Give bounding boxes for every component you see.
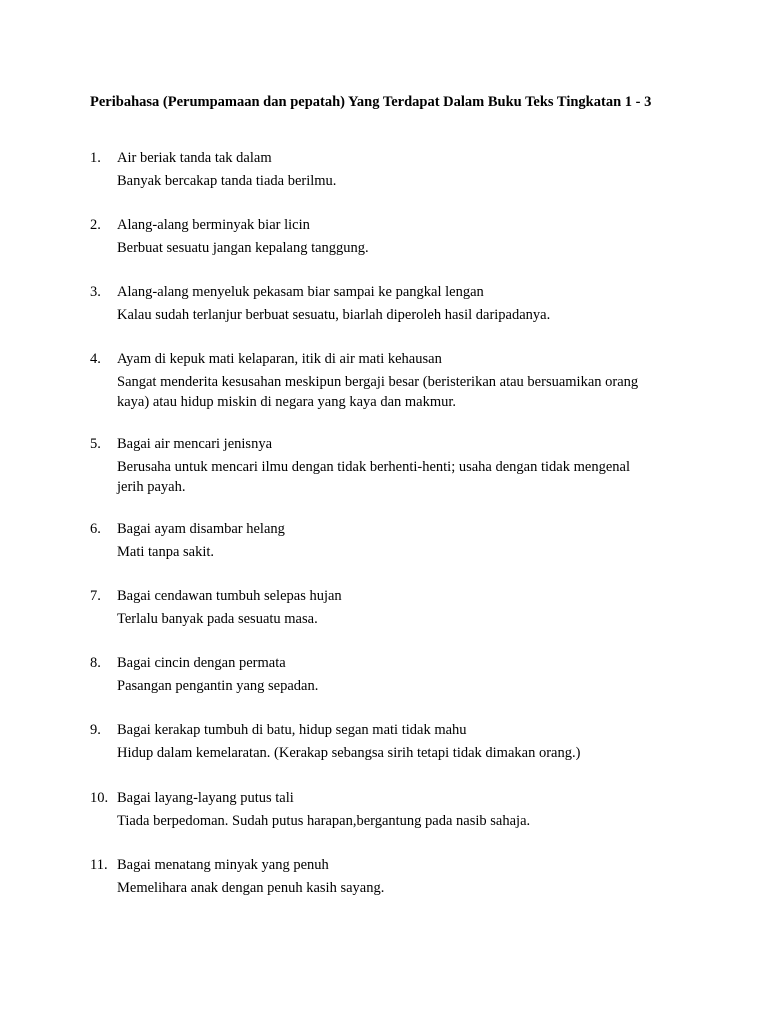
item-number: 7. <box>90 588 101 604</box>
proverb-meaning: Berusaha untuk mencari ilmu dengan tidak berhenti-henti; usaha dengan tidak mengenal jerih payah. <box>117 459 630 495</box>
proverb-meaning: Kalau sudah terlanjur berbuat sesuatu, biarlah diperoleh hasil daripadanya. <box>117 307 551 323</box>
proverb-meaning: Berbuat sesuatu jangan kepalang tanggung. <box>117 240 369 256</box>
item-number: 5. <box>90 436 101 452</box>
document-title: Peribahasa (Perumpamaan dan pepatah) Yang Terdapat Dalam Buku Teks Tingkatan 1 - 3 <box>90 94 652 110</box>
proverb-meaning: Mati tanpa sakit. <box>117 544 215 560</box>
proverb-meaning: Tiada berpedoman. Sudah putus harapan,bergantung pada nasib sahaja. <box>117 813 531 829</box>
proverb-text: Alang-alang menyeluk pekasam biar sampai ke pangkal lengan <box>117 284 484 300</box>
proverb-meaning: Pasangan pengantin yang sepadan. <box>117 678 319 694</box>
proverb-text: Alang-alang berminyak biar licin <box>117 217 310 233</box>
proverb-text: Air beriak tanda tak dalam <box>117 150 272 166</box>
item-number: 1. <box>90 150 101 166</box>
item-number: 8. <box>90 655 101 671</box>
item-number: 3. <box>90 284 101 300</box>
proverb-meaning: Memelihara anak dengan penuh kasih sayang. <box>117 880 385 896</box>
proverb-meaning: Hidup dalam kemelaratan. (Kerakap sebangsa sirih tetapi tidak dimakan orang.) <box>117 745 581 761</box>
proverb-text: Bagai cincin dengan permata <box>117 655 286 671</box>
item-number: 9. <box>90 722 101 738</box>
proverb-text: Bagai ayam disambar helang <box>117 521 285 537</box>
proverb-text: Bagai cendawan tumbuh selepas hujan <box>117 588 342 604</box>
proverb-text: Bagai kerakap tumbuh di batu, hidup segan mati tidak mahu <box>117 722 467 738</box>
proverb-meaning: Sangat menderita kesusahan meskipun bergaji besar (beristerikan atau bersuamikan orang kaya) atau hidup miskin di negara yang kaya dan makmur. <box>117 374 639 410</box>
item-number: 4. <box>90 351 101 367</box>
proverb-text: Bagai air mencari jenisnya <box>117 436 273 452</box>
proverb-meaning: Terlalu banyak pada sesuatu masa. <box>117 611 318 627</box>
item-number: 2. <box>90 217 101 233</box>
proverb-text: Bagai layang-layang putus tali <box>117 790 294 806</box>
proverb-text: Ayam di kepuk mati kelaparan, itik di air mati kehausan <box>117 351 442 367</box>
item-number: 11. <box>90 857 108 873</box>
proverb-meaning: Banyak bercakap tanda tiada berilmu. <box>117 173 337 189</box>
item-number: 10. <box>90 790 109 806</box>
proverb-text: Bagai menatang minyak yang penuh <box>117 857 329 873</box>
item-number: 6. <box>90 521 101 537</box>
